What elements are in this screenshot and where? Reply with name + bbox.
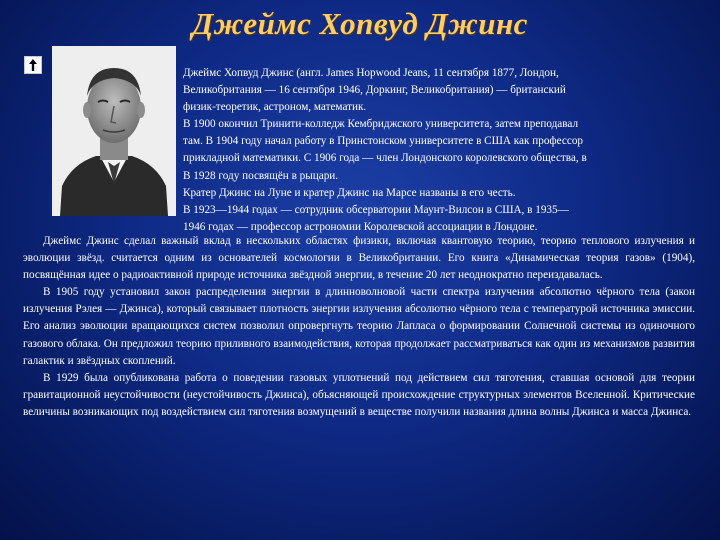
- intro-line: В 1900 окончил Тринити-колледж Кембриджского университета, затем преподавал: [183, 118, 579, 131]
- intro-text: [183, 65, 693, 236]
- intro-line: 1946 годах — профессор астрономии Королевской ассоциации в Лондоне.: [183, 220, 538, 233]
- slide-title: Джеймс Хопвуд Джинс: [192, 6, 528, 41]
- intro-line: Кратер Джинс на Луне и кратер Джинс на Марсе названы в его честь.: [183, 186, 516, 199]
- intro-line: Великобритания — 16 сентября 1946, Доркинг, Великобритания) — британский: [183, 84, 566, 97]
- body-text: [23, 233, 695, 421]
- paragraph: В 1905 году установил закон распределения энергии в длинноволновой части спектра излучения абсолютно чёрного тела (закон излучения Рэлея — Джинса), который связывает плотность энергии излучения абсолютно чёрного тела с температурой источника эмиссии. Его анализ эволюции вращающихся систем позволил опровергнуть теорию Лапласа о формировании Солнечной системы из одиночного газового облака. Он предложил теорию приливного взаимодействия, которая продолжает рассматриваться как один из механизмов развития галактик и звёздных скоплений.: [23, 286, 695, 367]
- up-arrow-icon: [24, 56, 42, 74]
- paragraph: В 1929 была опубликована работа о поведении газовых уплотнений под действием сил тяготения, ставшая основой для теории гравитационной неустойчивости (неустойчивость Джинса), объясняющей происхождение структурных элементов Вселенной. Критические величины возникающих под воздействием сил тяготения возмущений в веществе получили названия длина волны Джинса и масса Джинса.: [23, 371, 695, 418]
- portrait-photo: [52, 46, 176, 216]
- paragraph: Джеймс Джинс сделал важный вклад в нескольких областях физики, включая квантовую теорию, теорию теплового излучения и эволюции звёзд. считается одним из основателей космологии в Великобритании. Его книга «Динамическая теория газов» (1904), посвящённая идее о радиоактивной природе источника звёздной энергии, в течение 20 лет неоднократно переиздавалась.: [23, 235, 695, 282]
- intro-line: прикладной математики. С 1906 года — член Лондонского королевского общества, в: [183, 152, 587, 165]
- intro-line: В 1928 году посвящён в рыцари.: [183, 169, 339, 182]
- intro-line: Джеймс Хопвуд Джинс (англ. James Hopwood Jeans, 11 сентября 1877, Лондон,: [183, 67, 559, 79]
- intro-line: там. В 1904 году начал работу в Принстонском университете в США как профессор: [183, 135, 584, 148]
- intro-line: физик-теоретик, астроном, математик.: [183, 101, 367, 114]
- intro-line: В 1923—1944 годах — сотрудник обсерватории Маунт-Вилсон в США, в 1935—: [183, 203, 569, 216]
